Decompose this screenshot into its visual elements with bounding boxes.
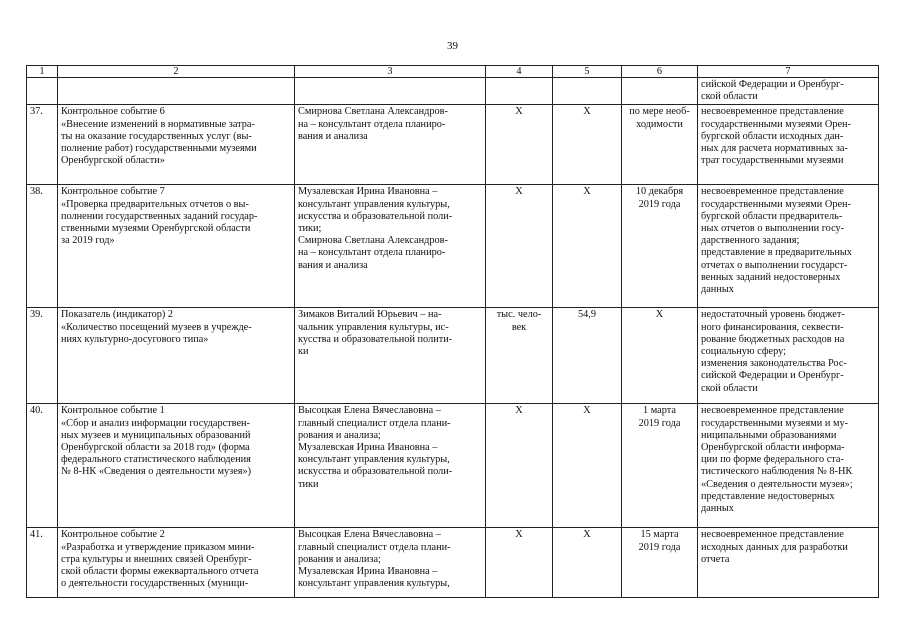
responsible-text: Высоцкая Елена Вячеславовна – главный специалист отдела плани- рования и анализа; Музалевская Ирина Ивановна – консультант управления культуры, искусства и образовательной поли- тики xyxy=(298,405,453,490)
table-row xyxy=(27,404,879,528)
responsible-text: Высоцкая Елена Вячеславовна – главный специалист отдела плани- рования и анализа; Музалевская Ирина Ивановна – консультант управления культуры, xyxy=(298,529,451,590)
risks-text: несвоевременное представление исходных данных для разработки отчета xyxy=(701,529,848,565)
table-row xyxy=(27,185,879,308)
table-row xyxy=(27,308,879,404)
continuation-row xyxy=(27,78,879,105)
risks-text: несвоевременное представление государственными музеями Орен- бургской области предваритель- ных отчетов о выполнении госу- дарственного задания; представление в предварительных отчетах о выполнении государст- венных заданий недостоверных данных xyxy=(701,186,852,296)
value-cell: 54,9 xyxy=(553,308,622,404)
deadline-cell: 15 марта 2019 года xyxy=(622,528,698,598)
unit-cell: Х xyxy=(486,185,553,308)
plan-table xyxy=(26,65,879,598)
risks-text: несвоевременное представление государственными музеями Орен- бургской области исходных дан- ных для расчета нормативных за- трат государственными музеями xyxy=(701,106,851,167)
event-text: Показатель (индикатор) 2 «Количество посещений музеев в учрежде- ниях культурно-досугового типа» xyxy=(61,309,252,345)
row-number: 39. xyxy=(27,308,58,404)
row-number: 37. xyxy=(27,105,58,185)
deadline-cell: 10 декабря 2019 года xyxy=(622,185,698,308)
risks-text: несвоевременное представление государственными музеями и му- ниципальными образованиями Оренбургской области информа- ции по форме федерального ста- тистического наблюдения № 8-НК «Сведения о деятельности музея»; представление недостоверных данных xyxy=(701,405,853,515)
continuation-risks: сийской Федерации и Оренбург- ской области xyxy=(701,79,844,103)
event-text: Контрольное событие 1 «Сбор и анализ информации государствен- ных музеев и муниципальных образований Оренбургской области за 2018 год» (форма федерального статистического наблюдения № 8-НК «Сведения о деятельности музея») xyxy=(61,405,252,478)
column-number: 3 xyxy=(295,66,486,78)
event-text: Контрольное событие 2 «Разработка и утверждение приказом мини- стра культуры и внешних связей Оренбург- ской области формы ежеквартального отчета о деятельности государственных (муници- xyxy=(61,529,259,590)
responsible-text: Зимаков Виталий Юрьевич – на- чальник управления культуры, ис- кусства и образовательной полити- ки xyxy=(298,309,453,358)
unit-cell: Х xyxy=(486,528,553,598)
column-number: 7 xyxy=(698,66,879,78)
page-number: 39 xyxy=(447,40,458,52)
responsible-text: Музалевская Ирина Ивановна – консультант управления культуры, искусства и образовательной поли- тики; Смирнова Светлана Александров- на – консультант отдела планиро- вания и анализа xyxy=(298,186,453,271)
deadline-cell: по мере необ- ходимости xyxy=(622,105,698,185)
column-number: 1 xyxy=(27,66,58,78)
unit-cell: Х xyxy=(486,404,553,528)
event-text: Контрольное событие 7 «Проверка предварительных отчетов о вы- полнении государственных заданий государ- ственными музеями Оренбургской области за 2019 год» xyxy=(61,186,258,247)
table-row xyxy=(27,105,879,185)
deadline-cell: 1 марта 2019 года xyxy=(622,404,698,528)
row-number: 41. xyxy=(27,528,58,598)
event-text: Контрольное событие 6 «Внесение изменений в нормативные затра- ты на оказание государственных услуг (вы- полнение работ) государственными музеями Оренбургской области» xyxy=(61,106,257,167)
value-cell: Х xyxy=(553,528,622,598)
risks-text: недостаточный уровень бюджет- ного финансирования, секвести- рование бюджетных расходов на социальную сферу; изменения законодательства Рос- сийской Федерации и Оренбург- ской области xyxy=(701,309,847,394)
column-number: 2 xyxy=(58,66,295,78)
row-number: 38. xyxy=(27,185,58,308)
responsible-text: Смирнова Светлана Александров- на – консультант отдела планиро- вания и анализа xyxy=(298,106,448,142)
unit-cell: тыс. чело- век xyxy=(486,308,553,404)
row-number: 40. xyxy=(27,404,58,528)
unit-cell: Х xyxy=(486,105,553,185)
value-cell: Х xyxy=(553,105,622,185)
value-cell: Х xyxy=(553,404,622,528)
table-row xyxy=(27,528,879,598)
column-number: 5 xyxy=(553,66,622,78)
deadline-cell: Х xyxy=(622,308,698,404)
column-number-row xyxy=(27,66,879,78)
value-cell: Х xyxy=(553,185,622,308)
column-number: 4 xyxy=(486,66,553,78)
column-number: 6 xyxy=(622,66,698,78)
